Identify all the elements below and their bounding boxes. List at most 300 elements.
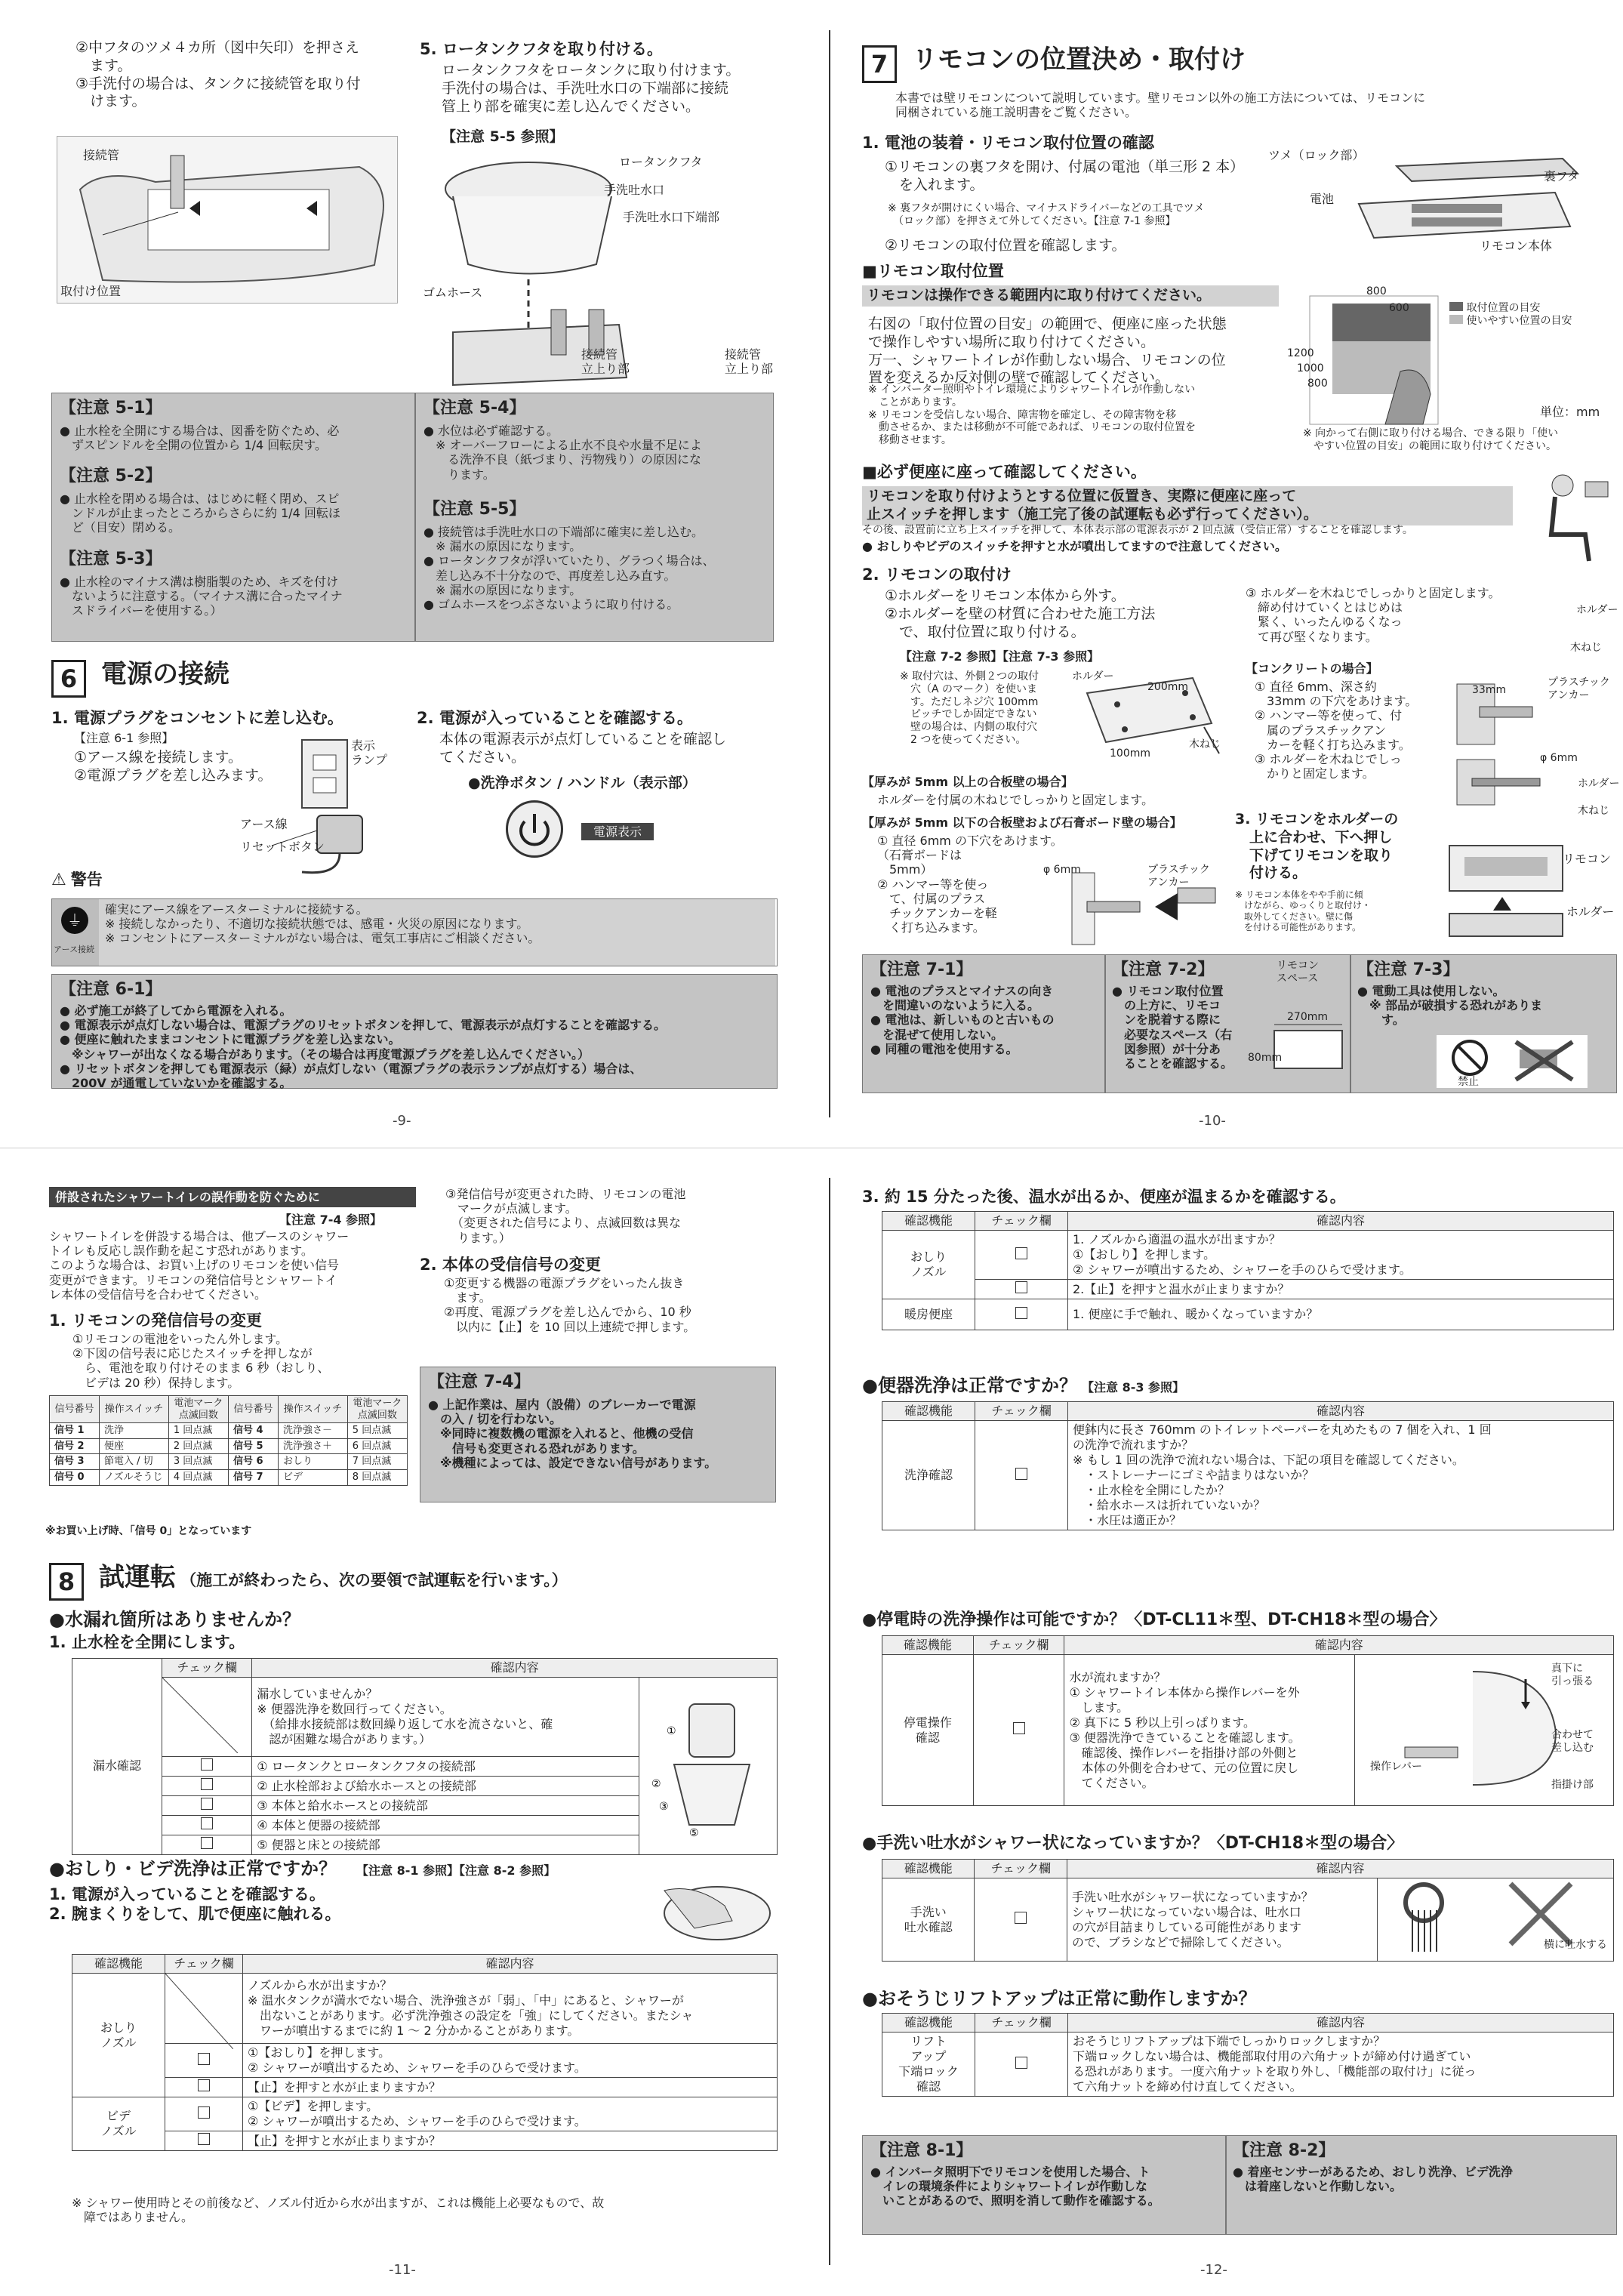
label-remote-body: リモコン本体 bbox=[1480, 239, 1553, 253]
legend bbox=[1449, 302, 1572, 328]
label-remote-space: リモコン スペース bbox=[1277, 960, 1319, 985]
s11-step2-title: 2. 本体の受信信号の変更 bbox=[420, 1256, 601, 1274]
label-riser-1: 接続管 立上り部 bbox=[581, 347, 630, 377]
outage-check-table bbox=[882, 1635, 1614, 1806]
handwash-check-title: ●手洗い吐水がシャワー状になっていますか？〈DT-CH18＊型の場合〉 bbox=[862, 1834, 1404, 1853]
bidet-bidet-step1: ①【ビデ】を押します。 ② シャワーが噴出するため、シャワーを手のひらで受けます。 bbox=[243, 2097, 778, 2131]
warning-heading bbox=[51, 870, 103, 891]
label-remote: リモコン bbox=[1563, 852, 1612, 866]
bidet-bidet-label: ビデ ノズル bbox=[72, 2097, 165, 2151]
label-200mm: 200mm bbox=[1147, 681, 1188, 693]
caution-divider bbox=[414, 393, 416, 641]
leak-check-table bbox=[72, 1658, 778, 1855]
liftup-check-title: ●おそうじリフトアップは正常に動作しますか？ bbox=[862, 1988, 1257, 2009]
label-hand-wash-outlet: 手洗吐水口 bbox=[604, 183, 665, 197]
caution-7-2-text: ● リモコン取付位置 の上方に、リモコ ンを脱着する際に 必要なスペース（右 図参照）が十分あ ることを確認する。 bbox=[1112, 984, 1233, 1071]
label-6mm-b: φ 6mm bbox=[1540, 752, 1578, 764]
label-wood-screw-2: 木ねじ bbox=[1570, 642, 1602, 654]
liftup-header-function: 確認機能 bbox=[882, 2014, 975, 2032]
signal-col-header: 信号番号 bbox=[50, 1396, 100, 1423]
leak-check-2[interactable] bbox=[162, 1777, 252, 1796]
label-outlet-lower-end: 手洗吐水口下端部 bbox=[623, 210, 720, 224]
label-pull-down: 真下に 引っ張る bbox=[1551, 1663, 1594, 1687]
s7-step3-note: ※ リモコン本体をやや手前に傾 けながら、ゆっくりと取付け・ 取外してください。壁に傷 を付ける可能性があります。 bbox=[1235, 889, 1371, 933]
caution-7-1-text: ● 電池のプラスとマイナスの向き を間違いのないように入る。 ● 電池は、新しいものと古いもの を混ぜて使用しない。 ● 同種の電池を使用する。 bbox=[870, 984, 1055, 1056]
warm-row-2: 2.【止】を押すと温水が止まりますか？ bbox=[1068, 1280, 1614, 1299]
label-tank-lid: ロータンクフタ bbox=[619, 155, 703, 169]
section-7-intro: 本書では壁リモコンについて説明しています。壁リモコン以外の施工方法については、リモコンに 同梱されている施工説明書をご覧ください。 bbox=[895, 91, 1426, 120]
warning-text: 確実にアース線をアースターミナルに接続する。 ※ 接続しなかったり、不適切な接続状態では、感電・火災の原因になります。 ※ コンセントにアースターミナルがない場合は、電気工事店にご相談ください。 bbox=[99, 899, 775, 966]
caution-7-box bbox=[862, 954, 1617, 1093]
table-cell: 信号 3 bbox=[50, 1454, 100, 1470]
table-cell: 3 回点滅 bbox=[168, 1454, 228, 1470]
handwash-label: 手洗い 吐水確認 bbox=[882, 1878, 975, 1962]
table-cell: ノズルそうじ bbox=[99, 1469, 168, 1485]
flush-header-check: チェック欄 bbox=[975, 1402, 1068, 1421]
remote-space-figure bbox=[1255, 978, 1346, 1083]
concrete-text: ① 直径 6mm、深さ約 33mm の下穴をあけます。 ② ハンマー等を使って、付 属のプラスチックアン カーを軽く打ち込みます。 ③ ホルダーを木ねじでしっ かりと固定します。 bbox=[1255, 680, 1418, 781]
legend-swatch-range bbox=[1449, 302, 1463, 311]
bidet-check-title: ●おしり・ビデ洗浄は正常ですか？ bbox=[49, 1858, 337, 1879]
svg-text:⑤: ⑤ bbox=[689, 1826, 699, 1839]
p12-step3-title: 3. 約 15 分たった後、温水が出るか、便座が温まるかを確認する。 bbox=[862, 1188, 1346, 1206]
caution-7-1-title: 【注意 7-1】 bbox=[870, 960, 973, 979]
bidet-header-function: 確認機能 bbox=[72, 1955, 165, 1974]
page-number-9: -9- bbox=[393, 1113, 411, 1129]
label-earth-wire: アース線 bbox=[240, 817, 288, 831]
caution-5-box bbox=[51, 393, 774, 642]
leak-item-3: ③ 本体と給水ホースとの接続部 bbox=[252, 1796, 639, 1816]
s7-step1-note: ※ 裏フタが開けにくい場合、マイナスドライバーなどの工具でツメ （ロック部）を押さえて外してください。【注意 7-1 参照】 bbox=[888, 202, 1205, 227]
warm-check-1[interactable] bbox=[975, 1231, 1068, 1280]
caution-5-1-text: ● 止水栓を全開にする場合は、図番を防ぐため、必 ずスピンドルを全開の位置から 1/4 回転戻す。 bbox=[60, 424, 340, 453]
section-7-number: 7 bbox=[862, 45, 897, 83]
wall-gypsum-title: 【厚みが 5mm 以下の合板壁および石膏ボード壁の場合】 bbox=[862, 815, 1182, 830]
warning-box bbox=[51, 898, 778, 966]
warm-header-function: 確認機能 bbox=[882, 1212, 975, 1231]
warm-row-3: 1. 便座に手で触れ、暖かくなっていますか？ bbox=[1068, 1299, 1614, 1330]
caution-7-3-title: 【注意 7-3】 bbox=[1357, 960, 1460, 979]
label-reset-button: リセットボタン bbox=[240, 840, 325, 854]
warm-seat-label: 暖房便座 bbox=[882, 1299, 975, 1330]
hand-on-seat-figure bbox=[649, 1860, 778, 1951]
bidet-check-2[interactable] bbox=[165, 2078, 243, 2097]
bidet-check-table bbox=[72, 1954, 778, 2151]
outage-content: 水が流れますか？ ① シャワートイレ本体から操作レバーを外 します。 ② 真下に 5 秒以上引っぱります。 ③ 便器洗浄できていることを確認します。 確認後、操作レバーを指掛け部の外側と 本体の外側を合わせて、元の位置に戻し てください。 bbox=[1064, 1655, 1355, 1806]
caution-5-4-text: ● 水位は必ず確認する。 ※ オーバーフローによる止水不良や水量不足によ る洗浄不良（紙づまり、汚物残り）の原因にな ります。 bbox=[423, 424, 702, 482]
mount-position-band: リモコンは操作できる範囲内に取り付けてください。 bbox=[862, 285, 1279, 307]
caution-7-3-text: ● 電動工具は使用しない。 ※ 部品が破損する恐れがありま す。 bbox=[1357, 984, 1543, 1028]
table-cell: 洗浄 bbox=[99, 1423, 168, 1439]
signal-table-note: ※お買い上げ時、「信号 0」となっています bbox=[45, 1525, 252, 1537]
label-back-cover: 裏フタ bbox=[1544, 169, 1579, 183]
sit-check-title: ■必ず便座に座って確認してください。 bbox=[862, 463, 1147, 481]
label-33mm: 33mm bbox=[1472, 684, 1507, 696]
handwash-content: 手洗い吐水がシャワー状になっていますか？ シャワー状になっていない場合は、吐水口 の穴が目詰まりしている可能性があります ので、ブラシなどで掃除してください。 bbox=[1067, 1878, 1377, 1962]
table-row bbox=[50, 1423, 408, 1439]
wall-5mm-title: 【厚みが 5mm 以上の合板壁の場合】 bbox=[862, 775, 1073, 789]
earth-icon-label: アース接続 bbox=[54, 945, 95, 954]
bidet-header-content: 確認内容 bbox=[243, 1955, 778, 1974]
signal-col-header: 電池マーク 点滅回数 bbox=[347, 1396, 407, 1423]
table-cell: 2 回点滅 bbox=[168, 1438, 228, 1454]
signal-col-header: 操作スイッチ bbox=[278, 1396, 347, 1423]
hand-on-seat-svg bbox=[649, 1860, 778, 1951]
label-holder-4: ホルダー bbox=[1566, 905, 1615, 919]
signal-col-header: 信号番号 bbox=[228, 1396, 278, 1423]
s11-step1-title: 1. リモコンの発信信号の変更 bbox=[49, 1311, 262, 1330]
signal-col-header: 操作スイッチ bbox=[99, 1396, 168, 1423]
table-cell: 信号 4 bbox=[228, 1423, 278, 1439]
warm-header-content: 確認内容 bbox=[1068, 1212, 1614, 1231]
warm-row-1: 1. ノズルから適温の温水が出ますか？ ①【おしり】を押します。 ② シャワーが噴出するため、シャワーを手のひらで受けます。 bbox=[1068, 1231, 1614, 1280]
label-finger-hook: 指掛け部 bbox=[1551, 1779, 1594, 1791]
leak-item-2: ② 止水栓部および給水ホースとの接続部 bbox=[252, 1777, 639, 1796]
table-cell: ビデ bbox=[278, 1469, 347, 1485]
dim-800-top: 800 bbox=[1366, 285, 1387, 297]
legend-swatch-easy bbox=[1449, 315, 1463, 324]
bidet-question: ノズルから水が出ますか？ ※ 温水タンクが満水でない場合、洗浄強さが「弱」、「中」にあると、シャワーが 出ないことがあります。必ず洗浄強さの設定を「強」にしてください。またシャ ワーが噴出するまでに約 1 ～ 2 分かかることがあります。 bbox=[243, 1974, 778, 2044]
outage-header-content: 確認内容 bbox=[1064, 1636, 1614, 1655]
step5-ref: 【注意 5-5 参照】 bbox=[442, 128, 564, 145]
s6-step1-title: 1. 電源プラグをコンセントに差し込む。 bbox=[51, 709, 343, 727]
earth-icon-panel bbox=[52, 899, 99, 966]
warning-triangle-icon: ⚠ bbox=[51, 871, 66, 889]
label-claw: ツメ（ロック部） bbox=[1268, 148, 1365, 162]
handwash-header-function: 確認機能 bbox=[882, 1860, 975, 1878]
table-cell: 信号 0 bbox=[50, 1469, 100, 1485]
label-80mm: 80mm bbox=[1248, 1052, 1283, 1064]
page-9 bbox=[0, 0, 812, 1148]
table-cell: 8 回点滅 bbox=[347, 1469, 407, 1485]
caution-8-box bbox=[862, 2135, 1617, 2235]
leak-question: 漏水していませんか？ ※ 便器洗浄を数回行ってください。 （給排水接続部は数回繰り返して水を流さないと、確 認が困難な場合があります。） bbox=[252, 1678, 639, 1757]
label-6mm-a: φ 6mm bbox=[1043, 864, 1081, 876]
liftup-header-content: 確認内容 bbox=[1068, 2014, 1614, 2032]
dim-1200: 1200 bbox=[1287, 347, 1314, 359]
table-cell: 信号 5 bbox=[228, 1438, 278, 1454]
s7-step2-ref: 【注意 7-2 参照】【注意 7-3 参照】 bbox=[900, 649, 1100, 664]
table-row bbox=[50, 1454, 408, 1470]
label-indicator-lamp: 表示 ランプ bbox=[351, 738, 388, 768]
label-holder-1: ホルダー bbox=[1072, 670, 1114, 683]
outage-check-title: ●停電時の洗浄操作は可能ですか？〈DT-CL11＊型、DT-CH18＊型の場合〉 bbox=[862, 1610, 1446, 1629]
caution-8-1-text: ● インバータ照明下でリモコンを使用した場合、ト イレの環境条件によりシャワートイレが作動しな いことがあるので、照明を消して動作を確認する。 bbox=[870, 2165, 1160, 2208]
leak-check-3[interactable] bbox=[162, 1796, 252, 1816]
label-side-spray: 横に吐水する bbox=[1544, 1939, 1607, 1951]
leak-item-5: ⑤ 便器と床との接続部 bbox=[252, 1835, 639, 1855]
flush-check-table bbox=[882, 1401, 1614, 1530]
table-cell: 洗浄強さ＋ bbox=[278, 1438, 347, 1454]
bidet-check-3[interactable] bbox=[165, 2097, 243, 2131]
s6-step2-title: 2. 電源が入っていることを確認する。 bbox=[417, 709, 693, 727]
toilet-leak-figure bbox=[644, 1689, 765, 1840]
dim-1000: 1000 bbox=[1297, 362, 1324, 374]
warm-header-check: チェック欄 bbox=[975, 1212, 1068, 1231]
section-7-heading bbox=[862, 44, 1246, 83]
table-cell: 6 回点滅 bbox=[347, 1438, 407, 1454]
label-riser-2: 接続管 立上り部 bbox=[725, 347, 774, 377]
table-cell: 節電入 / 切 bbox=[99, 1454, 168, 1470]
prohibited-figure bbox=[1437, 1035, 1588, 1088]
power-indicator-badge: 電源表示 bbox=[581, 823, 654, 840]
figure-label-connector: 接続管 bbox=[83, 148, 120, 162]
misfire-ref: 【注意 7-4 参照】 bbox=[279, 1213, 383, 1227]
s6-step2-text: 本体の電源表示が点灯していることを確認し てください。 bbox=[439, 731, 727, 766]
caution-7-4-box bbox=[420, 1367, 776, 1502]
table-cell: 便座 bbox=[99, 1438, 168, 1454]
bidet-oshiri-step1: ①【おしり】を押します。 ② シャワーが噴出するため、シャワーを手のひらで受けます。 bbox=[243, 2044, 778, 2078]
caution-7-4-text: ● 上記作業は、屋内（設備）のブレーカーで電源 の入 / 切を行わない。 ※同時に複数機の電源を入れると、他機の受信 信号も変更される恐れがあります。 ※機種によっては、設定できない信号があります。 bbox=[428, 1398, 717, 1470]
signal-table bbox=[49, 1395, 408, 1486]
caution-5-1-title: 【注意 5-1】 bbox=[60, 399, 162, 418]
s7-step2-text: ①ホルダーをリモコン本体から外す。 ②ホルダーを壁の材質に合わせた施工方法 で、取付位置に取り付ける。 bbox=[885, 587, 1156, 640]
prohibited-icon bbox=[1452, 1040, 1488, 1076]
s7-step1-text: ①リモコンの裏フタを開け、付属の電池（単三形 2 本） を入れます。 bbox=[885, 159, 1245, 193]
label-holder-3: ホルダー bbox=[1578, 778, 1620, 790]
label-battery: 電池 bbox=[1310, 192, 1335, 206]
warm-check-table bbox=[882, 1211, 1614, 1330]
handwash-header-check: チェック欄 bbox=[975, 1860, 1067, 1878]
bidet-oshiri-step2: 【止】を押すと水が止まりますか？ bbox=[243, 2078, 778, 2097]
section-8-subtitle: （施工が終わったら、次の要領で試運転を行います。） bbox=[180, 1571, 568, 1589]
warm-oshiri-label: おしり ノズル bbox=[882, 1231, 975, 1299]
label-wood-screw-3: 木ねじ bbox=[1578, 805, 1609, 817]
warning-title: 警告 bbox=[70, 871, 103, 889]
mount-position-text: 右図の「取付位置の目安」の範囲で、便座に座った状態 で操作しやすい場所に取り付けてください。 万一、シャワートイレが作動しない場合、リモコンの位 置を変えるか反対側の壁で確認してください。 bbox=[868, 316, 1227, 387]
s7-step2-title: 2. リモコンの取付け bbox=[862, 566, 1012, 584]
figure-label-mount-position: 取付け位置 bbox=[60, 284, 122, 298]
caution-7-4-title: 【注意 7-4】 bbox=[428, 1373, 531, 1391]
legend-easy: 使いやすい位置の目安 bbox=[1466, 314, 1572, 327]
page-number-12: -12- bbox=[1200, 2262, 1227, 2278]
liftup-header-check: チェック欄 bbox=[975, 2014, 1068, 2032]
table-cell: 洗浄強さ－ bbox=[278, 1423, 347, 1439]
caution-7-2-title: 【注意 7-2】 bbox=[1112, 960, 1215, 979]
caution-5-2-text: ● 止水栓を閉める場合は、はじめに軽く閉め、スピ ンドルが止まったところからさらに約 1/4 回転ほ ど（目安）閉める。 bbox=[60, 492, 340, 535]
caution-7-divider-b bbox=[1350, 955, 1351, 1093]
warm-check-3[interactable] bbox=[975, 1299, 1068, 1330]
s6-step1-text: ①アース線を接続します。 ②電源プラグを差し込みます。 bbox=[74, 749, 273, 784]
label-holder-2: ホルダー bbox=[1576, 604, 1618, 616]
label-270mm: 270mm bbox=[1287, 1011, 1328, 1023]
s7-step2-note: ※ 取付穴は、外側２つの取付 穴（A のマーク）を使いま す。ただしネジ穴 100mm ピッチでしか固定できない 壁の場合は、内側の取付穴 2 つを使ってください。 bbox=[900, 670, 1039, 746]
caution-5-5-title: 【注意 5-5】 bbox=[423, 500, 526, 519]
label-plastic-anchor-b: プラスチック アンカー bbox=[1548, 676, 1610, 701]
bidet-header-check: チェック欄 bbox=[165, 1955, 243, 1974]
sitting-person-svg bbox=[1525, 467, 1615, 565]
bidet-note: ※ シャワー使用時とその前後など、ノズル付近から水が出ますが、これは機能上必要なもので、故 障ではありません。 bbox=[72, 2196, 605, 2225]
label-operation-lever: 操作レバー bbox=[1370, 1761, 1423, 1773]
s7-step3-title: 3. リモコンをホルダーの 上に合わせ、下へ押し 下げてリモコンを取り 付ける。 bbox=[1235, 811, 1399, 882]
leak-figure-cell bbox=[639, 1678, 778, 1855]
outage-figure-cell bbox=[1355, 1655, 1614, 1806]
section-7-title: リモコンの位置決め・取付け bbox=[912, 45, 1246, 75]
leak-check-5[interactable] bbox=[162, 1835, 252, 1855]
s11-step2-text: ①変更する機器の電源プラグをいったん抜き ます。 ②再度、電源プラグを差し込んでから、10 秒 以内に【止】を 10 回以上連続で押します。 bbox=[444, 1276, 696, 1334]
caution-5-4-title: 【注意 5-4】 bbox=[423, 399, 526, 418]
page-12 bbox=[845, 1148, 1623, 2296]
leak-check-4[interactable] bbox=[162, 1816, 252, 1835]
caution-5-3-text: ● 止水栓のマイナス溝は樹脂製のため、キズを付け ないように注意する。（マイナス溝に合ったマイナ スドライバーを使用する。） bbox=[60, 575, 343, 618]
remote-battery-svg bbox=[1313, 151, 1600, 257]
mount-position-note: ※ インバーター照明やトイレ環境によりシャワートイレが作動しない ことがあります。 ※ リモコンを受信しない場合、障害物を確定し、その障害物を移 動させるか、または移動が不可能であれば、リモコンの取付位置を 移動させます。 bbox=[868, 384, 1196, 447]
svg-text:②: ② bbox=[651, 1777, 661, 1790]
s7-step1-title: 1. 電池の装着・リモコン取付位置の確認 bbox=[862, 134, 1154, 152]
page-11 bbox=[0, 1148, 812, 2296]
leak-item-4: ④ 本体と便器の接続部 bbox=[252, 1816, 639, 1835]
liftup-check-1[interactable] bbox=[975, 2032, 1068, 2097]
svg-text:①: ① bbox=[667, 1724, 676, 1737]
caution-6-1-text: ● 必ず施工が終了してから電源を入れる。 ● 電源表示が点灯しない場合は、電源プラグのリセットボタンを押して、電源表示が点灯することを確認する。 ● 便座に触れたままコンセントに電源プラグを差し込まない。 ※シャワーが出なくなる場合があります。（その場合は再度電源プラグを差し込んでください。） ● リセットボタンを押しても電源表示（緑）が点灯しない（電源プラグの表示ランプが点灯する）場合は、 200V が通電していないかを確認する。 bbox=[60, 1003, 667, 1090]
flush-button-icon bbox=[506, 800, 563, 858]
handwash-check-table bbox=[882, 1859, 1614, 1962]
bidet-check-steps: 1. 電源が入っていることを確認する。 2. 腕まくりをして、肌で便座に触れる。 bbox=[49, 1885, 341, 1924]
caution-8-2-text: ● 着座センサーがあるため、おしり洗浄、ビデ洗浄 は着座しないと作動しない。 bbox=[1233, 2165, 1513, 2194]
step2-3-text: ③ ホルダーを木ねじでしっかりと固定します。 締め付けていくとはじめは 緊く、いったんゆるくなっ て再び堅くなります。 bbox=[1246, 586, 1501, 644]
page-number-10: -10- bbox=[1199, 1113, 1226, 1129]
bidet-check-ref: 【注意 8-1 参照】【注意 8-2 参照】 bbox=[356, 1863, 556, 1878]
table-row bbox=[50, 1469, 408, 1485]
section-6-number: 6 bbox=[51, 660, 86, 698]
leak-diagonal-cell bbox=[162, 1678, 252, 1757]
mount-position-title: ■リモコン取付位置 bbox=[862, 262, 1004, 280]
flush-header-content: 確認内容 bbox=[1068, 1402, 1614, 1421]
table-cell: 信号 2 bbox=[50, 1438, 100, 1454]
outage-header-check: チェック欄 bbox=[973, 1636, 1064, 1655]
label-100mm: 100mm bbox=[1110, 747, 1150, 760]
label-wood-screw-1: 木ねじ bbox=[1189, 738, 1221, 750]
dim-800-side: 800 bbox=[1307, 378, 1328, 390]
step5-title: 5. ロータンクフタを取り付ける。 bbox=[420, 40, 664, 58]
caution-5-2-title: 【注意 5-2】 bbox=[60, 467, 162, 485]
section-6-heading bbox=[51, 658, 229, 698]
liftup-content: おそうじリフトアップは下端でしっかりロックしますか？ 下端ロックしない場合は、機能部取付用の六角ナットが締め付け過ぎてい る恐れがあります。一度六角ナットを取り外し、「機能部の取付け」に従っ て六角ナットを締め付け直してください。 bbox=[1068, 2032, 1614, 2097]
sit-check-figure bbox=[1525, 467, 1615, 565]
table-cell: 1 回点滅 bbox=[168, 1423, 228, 1439]
bidet-bidet-step2: 【止】を押すと水が止まりますか？ bbox=[243, 2131, 778, 2151]
intro-steps: ②中フタのツメ４カ所（図中矢印）を押さえ ます。 ③手洗付の場合は、タンクに接続管を取り付 けます。 bbox=[75, 39, 361, 110]
flush-check-ref: 【注意 8-3 参照】 bbox=[1082, 1380, 1185, 1395]
caution-6-1-box bbox=[51, 974, 778, 1089]
table-cell: 信号 1 bbox=[50, 1423, 100, 1439]
outage-label: 停電操作 確認 bbox=[882, 1655, 974, 1806]
remote-battery-figure bbox=[1313, 151, 1600, 257]
outage-header-function: 確認機能 bbox=[882, 1636, 974, 1655]
leak-check-title: ●水漏れ箇所はありませんか？ bbox=[49, 1609, 300, 1630]
prohibited-label: 禁止 bbox=[1458, 1076, 1479, 1088]
wall-gypsum-text: ① 直径 6mm の下穴をあけます。（石膏ボードは 5mm） ② ハンマー等を使っ て、付属のプラス チックアンカーを軽 く打ち込みます。 bbox=[877, 834, 1063, 935]
wall-5mm-text: ホルダーを付属の木ねじでしっかりと固定します。 bbox=[877, 793, 1154, 807]
table-cell: 4 回点滅 bbox=[168, 1469, 228, 1485]
leak-header-check: チェック欄 bbox=[162, 1659, 252, 1678]
step5-text: ロータンクフタをロータンクに取り付けます。 手洗付の場合は、手洗吐水口の下端部に接続 管上り部を確実に差し込んでください。 bbox=[442, 62, 741, 115]
leak-item-1: ① ロータンクとロータンクフタの接続部 bbox=[252, 1757, 639, 1777]
caution-7-divider-a bbox=[1104, 955, 1106, 1093]
page-divider-top bbox=[829, 30, 830, 1117]
label-plastic-anchor-a: プラスチック アンカー bbox=[1147, 864, 1210, 889]
section-8-title: 試運転 bbox=[99, 1562, 177, 1592]
unit-label: 単位：mm bbox=[1540, 405, 1600, 419]
section-8-number: 8 bbox=[49, 1563, 84, 1601]
leak-header-content: 確認内容 bbox=[252, 1659, 778, 1678]
sit-check-note: その後、設置前に立ち上スイッチを押して、本体表示部の電源表示が 2 回点滅（受信正常）することを確認します。 bbox=[862, 524, 1413, 536]
signal-step3-text: ③発信信号が変更された時、リモコンの電池 マークが点滅します。 （変更された信号により、点滅回数は異な ります。） bbox=[445, 1187, 686, 1245]
section-6-title: 電源の接続 bbox=[101, 659, 230, 689]
handwash-header-content: 確認内容 bbox=[1067, 1860, 1613, 1878]
misfire-band: 併設されたシャワートイレの誤作動を防ぐために bbox=[49, 1187, 416, 1207]
page-divider-bottom bbox=[829, 1178, 830, 2265]
power-tool-crossed-icon bbox=[1512, 1038, 1580, 1083]
leak-label: 漏水確認 bbox=[72, 1678, 162, 1855]
table-cell: 信号 7 bbox=[228, 1469, 278, 1485]
svg-text:③: ③ bbox=[659, 1800, 669, 1813]
table-cell: 信号 6 bbox=[228, 1454, 278, 1470]
handwash-check-1[interactable] bbox=[975, 1878, 1067, 1962]
concrete-title: 【コンクリートの場合】 bbox=[1246, 661, 1378, 676]
bidet-diagonal-cell bbox=[165, 1974, 243, 2044]
table-row bbox=[50, 1438, 408, 1454]
caution-8-2-title: 【注意 8-2】 bbox=[1233, 2141, 1335, 2160]
caution-8-divider bbox=[1225, 2136, 1227, 2234]
bidet-oshiri-label: おしり ノズル bbox=[72, 1974, 165, 2097]
s11-step1-text: ①リモコンの電池をいったん外します。 ②下図の信号表に応じたスイッチを押しなが ら、電池を取り付けそのまま 6 秒（おしり、 ビデは 20 秒）保持します。 bbox=[72, 1332, 330, 1390]
caution-5-3-title: 【注意 5-3】 bbox=[60, 550, 162, 569]
flush-header-function: 確認機能 bbox=[882, 1402, 975, 1421]
section-8-heading bbox=[49, 1561, 568, 1601]
flush-label: 洗浄確認 bbox=[882, 1421, 975, 1530]
table-cell: 5 回点滅 bbox=[347, 1423, 407, 1439]
bidet-check-heading bbox=[49, 1857, 556, 1880]
misfire-intro: シャワートイレを併設する場合は、他ブースのシャワー トイレも反応し誤作動を起こす恐れがあります。 このような場合は、お買い上げのリモコンを使い信号 変更ができます。リモコンの発信信号とシャワートイ レ本体の受信信号を合わせてください。 bbox=[49, 1229, 350, 1302]
flush-check-1[interactable] bbox=[975, 1421, 1068, 1530]
legend-range: 取付位置の目安 bbox=[1466, 302, 1541, 314]
handwash-figure-cell bbox=[1378, 1878, 1614, 1962]
mount-position-note2: ※ 向かって右側に取り付ける場合、できる限り「使い やすい位置の目安」の範囲に取り付けてください。 bbox=[1303, 427, 1559, 452]
leak-check-step: 1. 止水栓を全開にします。 bbox=[49, 1633, 245, 1651]
table-cell: おしり bbox=[278, 1454, 347, 1470]
s7-step1-text2: ②リモコンの取付位置を確認します。 bbox=[885, 237, 1126, 254]
label-rubber-hose: ゴムホース bbox=[423, 285, 483, 300]
warm-check-2[interactable] bbox=[975, 1280, 1068, 1299]
flush-check-title: ●便器洗浄は正常ですか？ bbox=[862, 1375, 1077, 1396]
table-cell: 7 回点滅 bbox=[347, 1454, 407, 1470]
sit-check-bullet: ● おしりやビデのスイッチを押すと水が噴出してますので注意してください。 bbox=[862, 539, 1287, 553]
s6-step2-sub: ●洗浄ボタン / ハンドル（表示部） bbox=[468, 775, 697, 791]
liftup-check-table bbox=[882, 2013, 1614, 2097]
leak-check-1[interactable] bbox=[162, 1757, 252, 1777]
flush-check-heading bbox=[862, 1374, 1184, 1397]
page-number-11: -11- bbox=[389, 2262, 416, 2278]
caution-8-1-title: 【注意 8-1】 bbox=[870, 2141, 973, 2160]
s6-step1-ref: 【注意 6-1 参照】 bbox=[74, 731, 174, 745]
label-align-insert: 合わせて 差し込む bbox=[1551, 1729, 1594, 1754]
bidet-check-4[interactable] bbox=[165, 2131, 243, 2151]
caution-5-5-text: ● 接続管は手洗吐水口の下端部に確実に差し込む。 ※ 漏水の原因になります。 ● ロータンクフタが浮いていたり、グラつく場合は、 差し込み不十分なので、再度差し込み直す。 ※ 漏水の原因になります。 ● ゴムホースをつぶさないように取り付ける。 bbox=[423, 525, 715, 612]
remote-space-svg bbox=[1255, 978, 1346, 1083]
caution-6-1-title: 【注意 6-1】 bbox=[60, 980, 162, 999]
signal-col-header: 電池マーク 点滅回数 bbox=[168, 1396, 228, 1423]
power-indicator-figure bbox=[498, 800, 694, 868]
page-10 bbox=[845, 0, 1623, 1148]
earth-icon: ⏚ bbox=[61, 907, 88, 934]
table-cell bbox=[72, 1659, 162, 1678]
sit-check-band: リモコンを取り付けようとする位置に仮置き、実際に便座に座って 止スイッチを押します（施工完了後の試運転も必ず行ってください）。 bbox=[862, 486, 1513, 525]
flush-content: 便鉢内に長さ 760mm のトイレットペーパーを丸めたもの 7 個を入れ、1 回 の洗浄で流れますか？ ※ もし 1 回の洗浄で流れない場合は、下記の項目を確認してください。 ・ストレーナーにゴミや詰まりはないか？ ・止水栓を全開にしたか？ ・給水ホースは折れていないか？ ・水圧は適正か？ bbox=[1068, 1421, 1614, 1530]
outage-check-1[interactable] bbox=[973, 1655, 1064, 1806]
dim-600: 600 bbox=[1389, 302, 1409, 314]
liftup-label: リフト アップ 下端ロック 確認 bbox=[882, 2032, 975, 2097]
